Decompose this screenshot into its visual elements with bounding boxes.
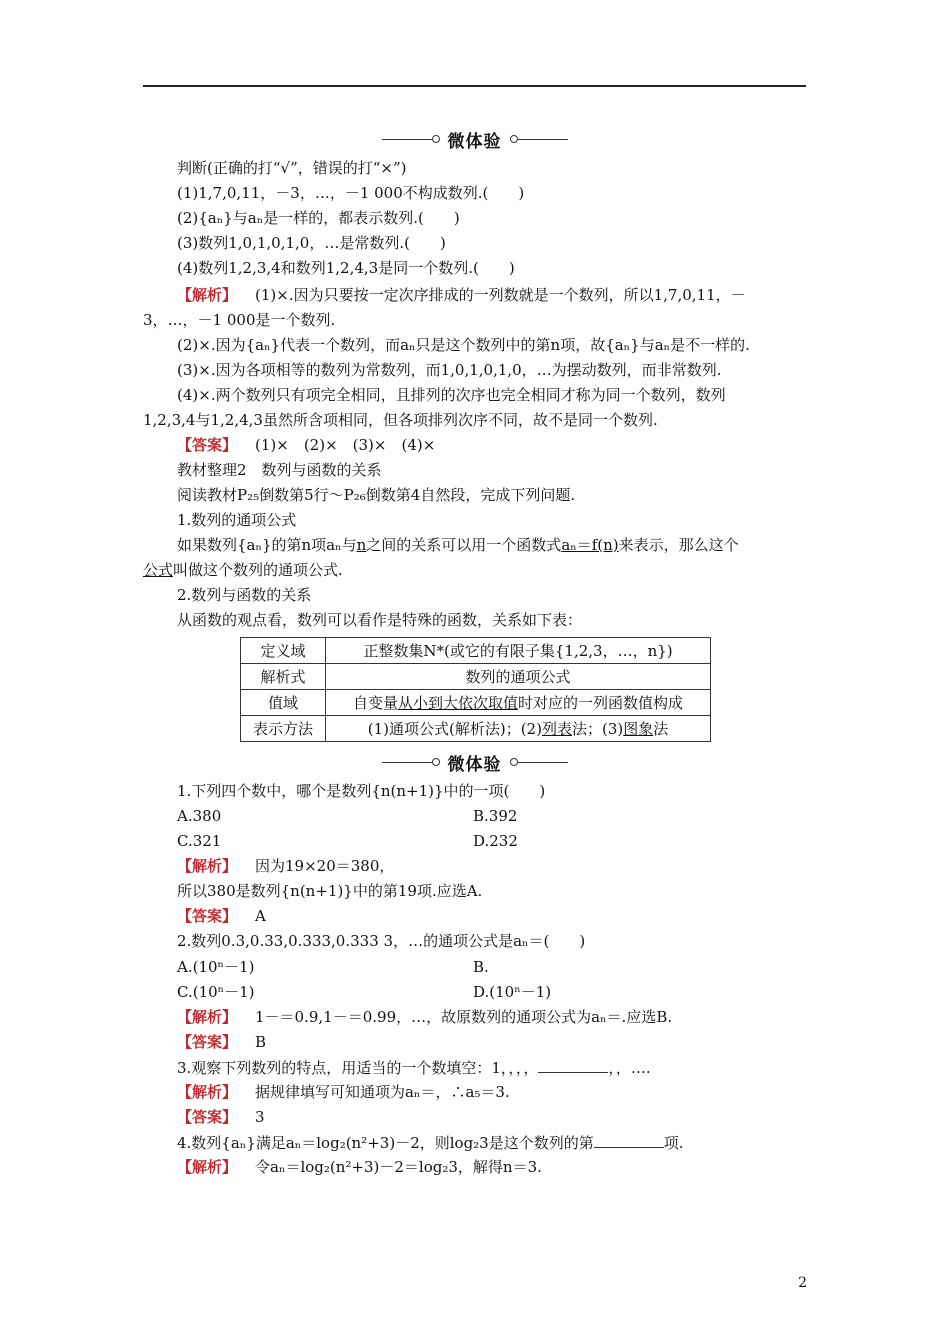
section-title-2 <box>143 751 806 773</box>
q3-analysis: 【解析】 据规律填写可知通项为aₙ＝，∴a₅＝3. <box>177 1083 510 1101</box>
analysis-line-5: (4)×.两个数列只有项完全相同，且排列的次序也完全相同才称为同一个数列，数列 <box>177 386 726 404</box>
option-d: D.(10ⁿ－1) <box>473 983 552 1001</box>
table-key: 表示方法 <box>241 716 326 742</box>
analysis-line-6: 1,2,3,4与1,2,4,3虽然所含项相同，但各项排列次序不同，故不是同一个数列. <box>143 411 658 429</box>
answer-tag: 【答案】 <box>177 436 238 454</box>
relation-text: 从函数的观点看，数列可以看作是特殊的函数，关系如下表： <box>177 611 583 629</box>
option-d: D.232 <box>473 832 518 850</box>
section-title-text: 微体验 <box>447 131 502 152</box>
fill-blank <box>538 1058 608 1073</box>
question-4: 4.数列{aₙ}满足aₙ＝log₂(n²+3)－2，则log₂3是这个数列的第 项. <box>177 1134 684 1152</box>
analysis-tag: 【解析】 <box>177 286 238 304</box>
q2-answer: 【答案】 B <box>177 1033 267 1051</box>
question-1: 1.下列四个数中，哪个是数列{n(n+1)}中的一项( ) <box>177 782 546 800</box>
header-rule <box>143 85 806 87</box>
option-c: C.(10ⁿ－1) <box>177 983 255 1001</box>
option-c: C.321 <box>177 832 222 850</box>
analysis-line-2: 3，…，－1 000是一个数列. <box>143 311 336 329</box>
table-value: (1)通项公式(解析法)；(2)列表法；(3)图象法 <box>326 716 711 742</box>
question-2: 2.数列0.3,0.33,0.333,0.333 3，…的通项公式是aₙ＝( ) <box>177 932 586 950</box>
relation-title: 2.数列与函数的关系 <box>177 586 312 604</box>
section-title-text: 微体验 <box>447 754 502 775</box>
material-heading: 教材整理2 数列与函数的关系 <box>177 461 382 479</box>
judge-item-2: (2){aₙ}与aₙ是一样的，都表示数列.( ) <box>177 209 460 227</box>
table-value: 自变量从小到大依次取值时对应的一列函数值构成 <box>326 690 711 716</box>
table-value: 正整数集N*(或它的有限子集{1,2,3，…，n}) <box>326 638 711 664</box>
formula-line-2: 公式叫做这个数列的通项公式. <box>143 561 343 579</box>
analysis-line-4: (3)×.因为各项相等的数列为常数列，而1,0,1,0,1,0，…为摆动数列，而非常数列. <box>177 361 722 379</box>
judge-prompt: 判断(正确的打“√”，错误的打“×”) <box>177 159 407 177</box>
question-3: 3.观察下列数列的特点，用适当的一个数填空：1，，，， ，，…. <box>177 1059 651 1077</box>
table-key: 定义域 <box>241 638 326 664</box>
option-a: A.380 <box>177 807 222 825</box>
q3-answer: 【答案】 3 <box>177 1108 265 1126</box>
table-row <box>241 690 711 716</box>
table-value: 数列的通项公式 <box>326 664 711 690</box>
option-a: A.(10ⁿ－1) <box>177 958 255 976</box>
analysis-line-1: 【解析】 (1)×.因为只要按一定次序排成的一列数就是一个数列，所以1,7,0,11，－ <box>177 286 746 304</box>
table-row <box>241 638 711 664</box>
judge-item-3: (3)数列1,0,1,0,1,0，…是常数列.( ) <box>177 234 446 252</box>
section-title-1 <box>143 128 806 150</box>
table-key: 解析式 <box>241 664 326 690</box>
function-relation-table <box>240 637 711 742</box>
table-key: 值域 <box>241 690 326 716</box>
page-number: 2 <box>798 1275 807 1291</box>
judge-item-4: (4)数列1,2,3,4和数列1,2,4,3是同一个数列.( ) <box>177 259 515 277</box>
analysis-line-3: (2)×.因为{aₙ}代表一个数列，而aₙ只是这个数列中的第n项，故{aₙ}与aₙ是不一样的. <box>177 336 750 354</box>
q4-analysis: 【解析】 令aₙ＝log₂(n²+3)－2＝log₂3，解得n＝3. <box>177 1158 542 1176</box>
q2-analysis: 【解析】 1－＝0.9,1－＝0.99，…，故原数列的通项公式为aₙ＝.应选B. <box>177 1008 673 1026</box>
fill-blank <box>594 1133 664 1148</box>
reading-instruction: 阅读教材P₂₅倒数第5行～P₂₆倒数第4自然段，完成下列问题. <box>177 486 576 504</box>
answer-line: 【答案】 (1)× (2)× (3)× (4)× <box>177 436 436 454</box>
option-b: B.392 <box>473 807 518 825</box>
table-row <box>241 716 711 742</box>
q1-analysis: 【解析】 因为19×20＝380， <box>177 857 395 875</box>
formula-title: 1.数列的通项公式 <box>177 511 297 529</box>
option-b: B. <box>473 958 489 976</box>
q1-analysis-2: 所以380是数列{n(n+1)}中的第19项.应选A. <box>177 882 483 900</box>
judge-item-1: (1)1,7,0,11，－3，…，－1 000不构成数列.( ) <box>177 184 525 202</box>
formula-line-1: 如果数列{aₙ}的第n项aₙ与n之间的关系可以用一个函数式aₙ＝f(n)来表示，那么这个 <box>177 536 739 554</box>
table-row <box>241 664 711 690</box>
q1-answer: 【答案】 A <box>177 907 266 925</box>
